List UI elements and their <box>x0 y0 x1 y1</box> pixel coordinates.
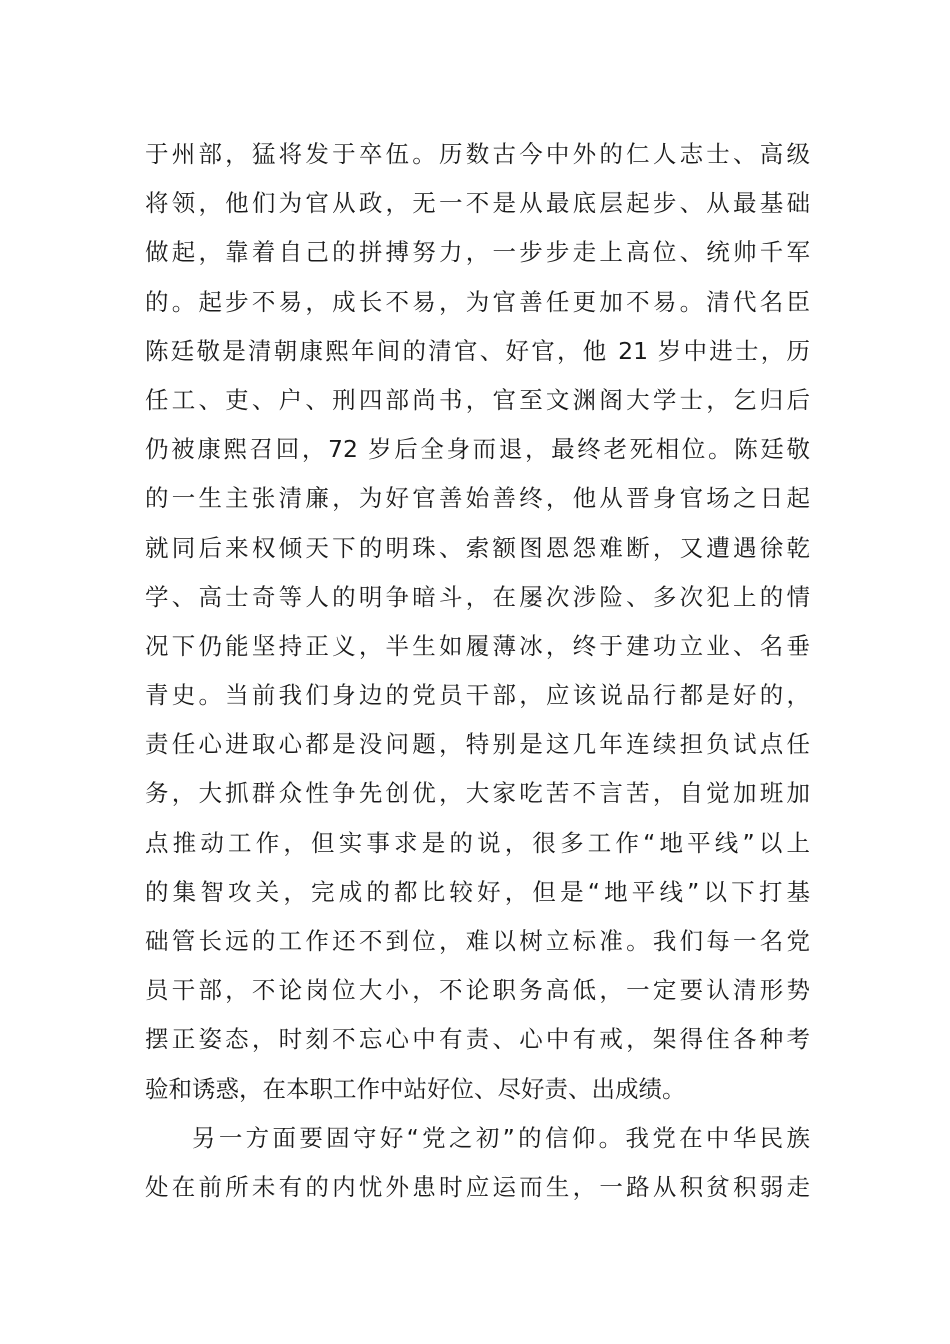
text-line: 验和诱惑，在本职工作中站好位、尽好责、出成绩。 <box>145 1074 686 1103</box>
text-line: 础管长远的工作还不到位，难以树立标准。我们每一名党 <box>145 927 810 955</box>
text-line: 点推动工作，但实事求是的说，很多工作“地平线”以上 <box>145 828 810 857</box>
text-line: 于州部，猛将发于卒伍。历数古今中外的仁人志士、高级 <box>145 140 810 168</box>
text-line: 学、高士奇等人的明争暗斗，在屡次涉险、多次犯上的情 <box>145 582 810 611</box>
text-line: 任工、吏、户、刑四部尚书，官至文渊阁大学士，乞归后 <box>145 385 810 414</box>
text-line: 务，大抓群众性争先创优，大家吃苦不言苦，自觉加班加 <box>145 779 810 808</box>
paragraph-1 <box>145 130 810 1114</box>
text-line: 另一方面要固守好“党之初”的信仰。我党在中华民族 <box>192 1123 810 1152</box>
paragraph-2 <box>145 1114 810 1212</box>
text-line: 员干部，不论岗位大小，不论职务高低，一定要认清形势 <box>145 976 810 1005</box>
text-line: 责任心进取心都是没问题，特别是这几年连续担负试点任 <box>145 730 810 759</box>
text-line: 处在前所未有的内忧外患时应运而生，一路从积贫积弱走 <box>145 1172 810 1201</box>
text-line: 青史。当前我们身边的党员干部，应该说品行都是好的， <box>145 681 810 710</box>
text-line: 就同后来权倾天下的明珠、索额图恩怨难断，又遭遇徐乾 <box>145 533 810 562</box>
text-line: 的一生主张清廉，为好官善始善终，他从晋身官场之日起 <box>145 484 810 513</box>
text-line: 陈廷敬是清朝康熙年间的清官、好官，他 21 岁中进士，历 <box>145 336 810 365</box>
body-text <box>145 130 810 1212</box>
text-line: 将领，他们为官从政，无一不是从最底层起步、从最基础 <box>145 189 810 218</box>
text-line: 仍被康熙召回，72 岁后全身而退，最终老死相位。陈廷敬 <box>145 435 810 464</box>
text-line: 的集智攻关，完成的都比较好，但是“地平线”以下打基 <box>145 877 810 906</box>
text-line: 摆正姿态，时刻不忘心中有责、心中有戒，架得住各种考 <box>145 1025 810 1054</box>
text-line: 做起，靠着自己的拼搏努力，一步步走上高位、统帅千军 <box>145 238 810 267</box>
text-line: 况下仍能坚持正义，半生如履薄冰，终于建功立业、名垂 <box>145 631 810 660</box>
text-line: 的。起步不易，成长不易，为官善任更加不易。清代名臣 <box>145 287 810 316</box>
